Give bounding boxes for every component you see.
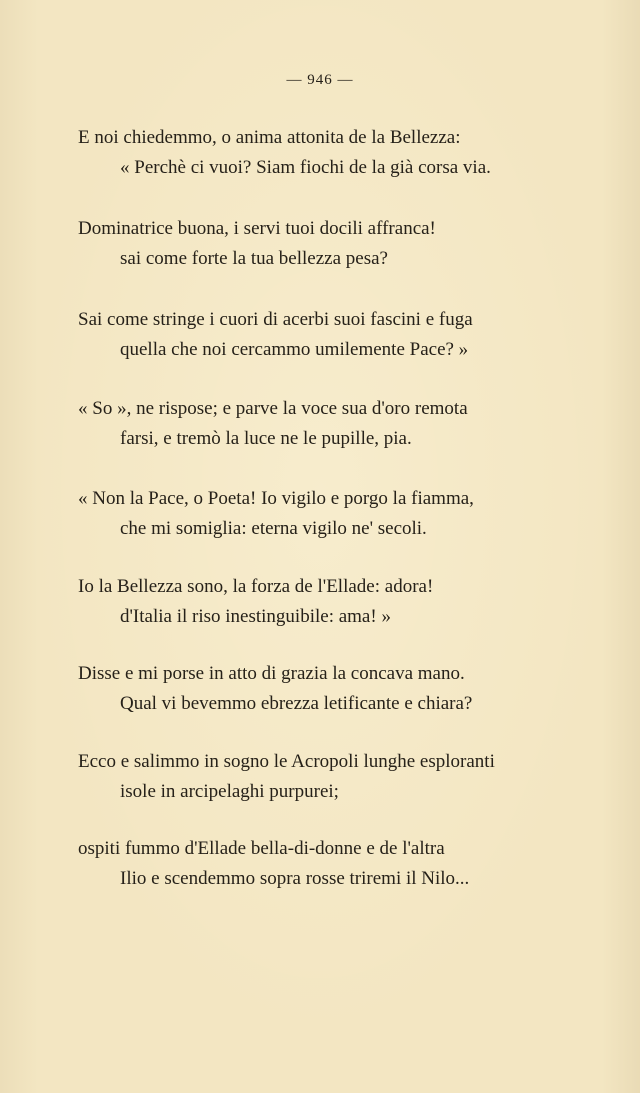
stanza-5 <box>78 484 578 544</box>
stanza-8 <box>78 747 578 807</box>
stanza-line: d'Italia il riso inestinguibile: ama! » <box>120 606 391 627</box>
stanza-line: E noi chiedemmo, o anima attonita de la Bellezza: <box>78 127 461 148</box>
stanza-line: « Perchè ci vuoi? Siam fiochi de la già corsa via. <box>120 157 491 178</box>
stanza-1 <box>78 123 578 183</box>
stanza-line: Disse e mi porse in atto di grazia la concava mano. <box>78 663 465 684</box>
stanza-line: che mi somiglia: eterna vigilo ne' secoli. <box>120 518 427 539</box>
stanza-line: isole in arcipelaghi purpurei; <box>120 781 339 802</box>
page-number: — 946 — <box>286 72 354 88</box>
stanza-line: Qual vi bevemmo ebrezza letificante e chiara? <box>120 693 473 714</box>
stanza-line: sai come forte la tua bellezza pesa? <box>120 248 388 269</box>
stanza-line: farsi, e tremò la luce ne le pupille, pia. <box>120 428 412 449</box>
stanza-line: Io la Bellezza sono, la forza de l'Ellade: adora! <box>78 576 434 597</box>
stanza-6 <box>78 572 578 632</box>
stanza-line: Sai come stringe i cuori di acerbi suoi fascini e fuga <box>78 309 473 330</box>
stanza-line: « Non la Pace, o Poeta! Io vigilo e porgo la fiamma, <box>78 488 474 509</box>
stanza-3 <box>78 305 578 365</box>
stanza-line: quella che noi cercammo umilemente Pace? » <box>120 339 469 360</box>
stanza-line: Ilio e scendemmo sopra rosse triremi il Nilo... <box>120 868 470 889</box>
stanza-9 <box>78 834 578 894</box>
stanza-line: « So », ne rispose; e parve la voce sua d'oro remota <box>78 398 468 419</box>
stanza-line: Dominatrice buona, i servi tuoi docili affranca! <box>78 218 436 239</box>
stanza-2 <box>78 214 578 274</box>
stanza-line: ospiti fummo d'Ellade bella-di-donne e de l'altra <box>78 838 445 859</box>
stanza-line: Ecco e salimmo in sogno le Acropoli lunghe esploranti <box>78 751 495 772</box>
stanza-7 <box>78 659 578 719</box>
stanza-4 <box>78 394 578 454</box>
